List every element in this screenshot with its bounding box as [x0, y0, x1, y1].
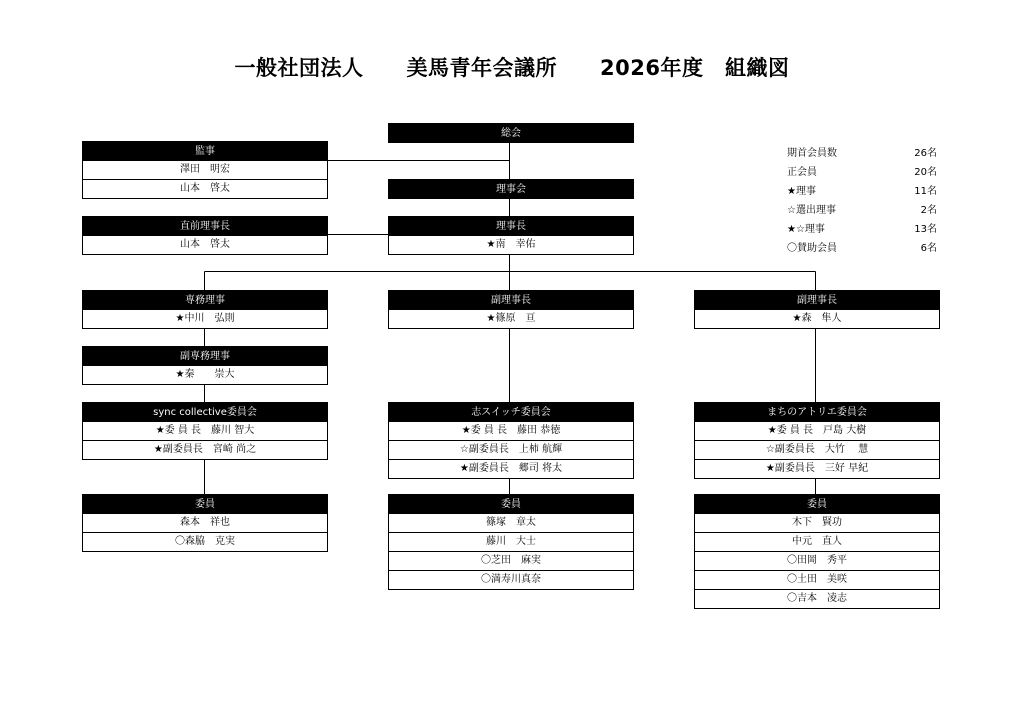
sokai-box [388, 123, 634, 143]
rijicho-member: ★南 幸佑 [389, 236, 633, 255]
iin-center-member: 篠塚 章太 [389, 514, 633, 533]
stat-row [787, 144, 937, 163]
sokai-header: 総会 [389, 123, 633, 143]
fukurijicho-center-box [388, 290, 634, 329]
kanji-box [82, 141, 328, 199]
page-title: 一般社団法人 美馬青年会議所 2026年度 組織図 [234, 56, 790, 80]
stat-row [787, 220, 937, 239]
iin-center-member: 〇満寿川真奈 [389, 571, 633, 590]
stat-value: 13名 [914, 224, 937, 235]
stat-value: 2名 [920, 205, 937, 216]
iin-right-member: 木下 賢功 [695, 514, 939, 533]
stat-value: 11名 [914, 186, 937, 197]
iin-center-member: 〇芝田 麻実 [389, 552, 633, 571]
fukurijicho-right-header: 副理事長 [695, 290, 939, 310]
committee-right-header: まちのアトリエ委員会 [695, 402, 939, 422]
stat-label: ★☆理事 [787, 224, 825, 235]
stat-value: 6名 [920, 243, 937, 254]
stat-value: 26名 [914, 148, 937, 159]
iin-right-member: 〇土田 美咲 [695, 571, 939, 590]
rijicho-header: 理事長 [389, 216, 633, 236]
chokuzen-header: 直前理事長 [83, 216, 327, 236]
committee-left-box [82, 402, 328, 460]
kanji-member: 澤田 明宏 [83, 161, 327, 180]
stat-label: ☆選出理事 [787, 205, 836, 216]
fukusenmu-member: ★秦 崇大 [83, 366, 327, 385]
chokuzen-member: 山本 啓太 [83, 236, 327, 255]
stat-row [787, 182, 937, 201]
stat-row [787, 201, 937, 220]
senmu-header: 専務理事 [83, 290, 327, 310]
iin-left-header: 委員 [83, 494, 327, 514]
iin-center-member: 藤川 大士 [389, 533, 633, 552]
committee-center-member: ★副委員長 郷司 将太 [389, 460, 633, 479]
committee-center-member: ☆副委員長 上柿 航輝 [389, 441, 633, 460]
rijikai-header: 理事会 [389, 179, 633, 199]
iin-right-box [694, 494, 940, 609]
committee-left-member: ★副委員長 宮崎 尚之 [83, 441, 327, 460]
committee-left-member: ★委 員 長 藤川 智大 [83, 422, 327, 441]
committee-center-member: ★委 員 長 藤田 恭徳 [389, 422, 633, 441]
rijikai-box [388, 179, 634, 199]
senmu-member: ★中川 弘則 [83, 310, 327, 329]
fukusenmu-header: 副専務理事 [83, 346, 327, 366]
member-stats [787, 144, 937, 258]
iin-left-member: 森本 祥也 [83, 514, 327, 533]
committee-left-header: sync collective委員会 [83, 402, 327, 422]
fukurijicho-right-box [694, 290, 940, 329]
stat-label: 〇賛助会員 [787, 243, 837, 254]
stat-label: 正会員 [787, 167, 817, 178]
chokuzen-box [82, 216, 328, 255]
committee-center-box [388, 402, 634, 479]
stat-value: 20名 [914, 167, 937, 178]
iin-left-box [82, 494, 328, 552]
stat-row [787, 239, 937, 258]
iin-center-box [388, 494, 634, 590]
iin-center-header: 委員 [389, 494, 633, 514]
iin-right-member: 中元 直人 [695, 533, 939, 552]
kanji-member: 山本 啓太 [83, 180, 327, 199]
iin-left-member: 〇森脇 克実 [83, 533, 327, 552]
fukurijicho-center-member: ★篠原 亘 [389, 310, 633, 329]
stat-label: ★理事 [787, 186, 816, 197]
committee-center-header: 志スイッチ委員会 [389, 402, 633, 422]
stat-label: 期首会員数 [787, 148, 837, 159]
committee-right-member: ☆副委員長 大竹 慧 [695, 441, 939, 460]
stat-row [787, 163, 937, 182]
fukurijicho-center-header: 副理事長 [389, 290, 633, 310]
committee-right-box [694, 402, 940, 479]
kanji-header: 監事 [83, 141, 327, 161]
iin-right-header: 委員 [695, 494, 939, 514]
committee-right-member: ★委 員 長 戸島 大樹 [695, 422, 939, 441]
iin-right-member: 〇吉本 凌志 [695, 590, 939, 609]
iin-right-member: 〇田岡 秀平 [695, 552, 939, 571]
committee-right-member: ★副委員長 三好 早紀 [695, 460, 939, 479]
fukurijicho-right-member: ★森 隼人 [695, 310, 939, 329]
senmu-box [82, 290, 328, 329]
fukusenmu-box [82, 346, 328, 385]
rijicho-box [388, 216, 634, 255]
